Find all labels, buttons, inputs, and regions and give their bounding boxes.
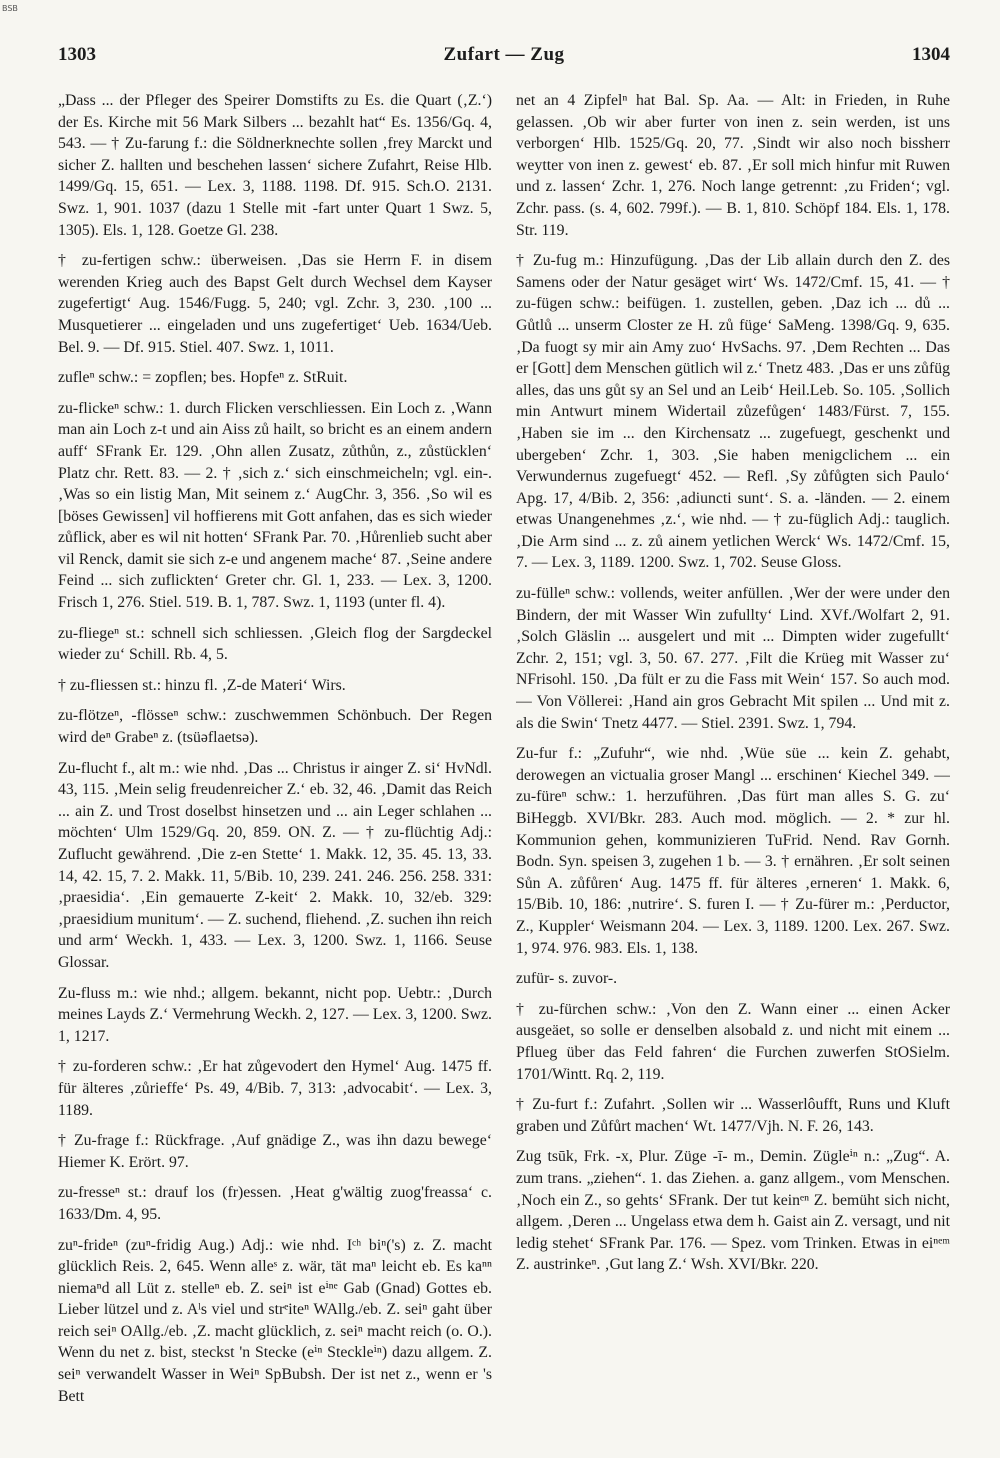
running-header: [58, 40, 950, 74]
library-stamp: BSB: [2, 4, 18, 13]
running-title: Zufart — Zug: [443, 44, 565, 65]
entry-paragraph: „Dass ... der Pfleger des Speirer Domstifts zu Es. die Quart (‚Z.‘) der Es. Kirche mit 56 Mark Silbers ... bezahlt hat“ Es. 1356/Gq. 4, 543. — † Zu-farung f.: die Söldnerknechte sollen ‚frey Marckt und sicher Z. hallten und beschehen lassen‘ sichere Zufahrt, Reise Hlb. 1499/Gq. 15, 651. — Lex. 3, 1188. 1198. Df. 915. Sch.O. 2131. Swz. 1, 901. 1037 (dazu 1 Stelle mit -fart unter Quart 1 Swz. 5, 1305). Els. 1, 128. Goetze Gl. 238.: [58, 92, 492, 239]
left-column: [58, 90, 492, 1418]
entry-paragraph: zu-fliegeⁿ st.: schnell sich schliessen. ‚Gleich flog der Sargdeckel wieder zu‘ Schill. Rb. 4, 5.: [58, 624, 492, 664]
entry-paragraph: † zu-fertigen schw.: überweisen. ‚Das sie Herrn F. in disem werenden Krieg auch des Bapst Gelt durch Wechsel dem Kayser zugefertigt‘ Aug. 1546/Fugg. 5, 240; vgl. Zchr. 3, 230. ‚100 ... Musquetierer ... eingeladen und uns zugefertiget‘ Ueb. 1634/Ueb. Bel. 9. — Df. 915. Stiel. 407. Swz. 1, 1011.: [58, 252, 492, 356]
entry-paragraph: net an 4 Zipfelⁿ hat Bal. Sp. Aa. — Alt: in Frieden, in Ruhe gelassen. ‚Ob wir aber furter von inen z. sein werden, ist uns verborgen‘ Hlb. 1525/Gq. 20, 77. ‚Sindt wir also noch bissherr weytter von inen z. gewest‘ eb. 87. ‚Er soll mich hinfur mit Ruwen und z. lassen‘ Zchr. 1, 276. Noch lange getrennt: ‚zu Friden‘; vgl. Zchr. pass. (s. 4, 602. 799f.). — B. 1, 810. Schöpf 184. Els. 1, 178. Str. 119.: [516, 92, 950, 239]
right-column: [516, 90, 950, 1418]
dictionary-body: [58, 90, 950, 1418]
left-page-number: 1303: [58, 44, 96, 65]
entry-paragraph: † zu-fürchen schw.: ‚Von den Z. Wann einer ... einen Acker ausgeäet, so solle er denselben alsobald z. und nicht mit einem ... Pflueg über das Feld fahren‘ die Furchen zuwerfen StOSielm. 1701/Wintt. Rq. 2, 119.: [516, 1000, 950, 1083]
right-page-number: 1304: [912, 44, 950, 65]
entry-paragraph: Zu-fur f.: „Zufuhr“, wie nhd. ‚Wüe süe ... kein Z. gehabt, derowegen an victualia groser Mangl ... erschinen‘ Kiechel 349. — zu-füreⁿ schw.: 1. herzuführen. ‚Das fürt man alles S. G. zu‘ BiHeggb. XVI/Bkr. 283. Auch mod. möglich. — 2. * zur hl. Kommunion gehen, kommunizieren TuFrid. Nend. Rav Gornh. Bodn. Syn. speisen 3, zugehen 1 b. — 3. † ernähren. ‚Er solt seinen Sůn A. zůfůren‘ Aug. 1475 ff. für älteres ‚erneren‘ 1. Makk. 6, 15/Bib. 10, 186: ‚nutrire‘. S. furen I. — † Zu-fürer m.: ‚Perductor, Z., Kuppler‘ Weismann 204. — Lex. 3, 1189. 1200. Lex. 267. Swz. 1, 974. 976. 983. Els. 1, 138.: [516, 745, 950, 957]
entry-paragraph: zu-flickeⁿ schw.: 1. durch Flicken verschliessen. Ein Loch z. ‚Wann man ain Loch z-t und ain Aiss zů hailt, so bricht es an einem andern auff‘ SFrank Er. 129. ‚Ohn allen Zusatz, zůthůn, z., zůstücklen‘ Platz chr. Rett. 83. — 2. † ‚sich z.‘ sich einschmeicheln; vgl. ein-. ‚Was so ein listig Man, Mit seinem z.‘ AugChr. 3, 356. ‚So wil es [böses Gewissen] vil hoffierens mit Gott anfahen, das es sich wieder zůflick, aber es wil nit hotten‘ SFrank Par. 70. ‚Hůrenlieb sucht aber vil Renck, damit sie sich z-e und angenem mache‘ 87. ‚Seine andere Feind ... sich zuflickten‘ Greter chr. Gl. 1, 233. — Lex. 3, 1200. Frisch 1, 276. Stiel. 519. B. 1, 787. Swz. 1, 1193 (unter fl. 4).: [58, 399, 492, 612]
entry-paragraph: zuⁿ-frideⁿ (zuⁿ-fridig Aug.) Adj.: wie nhd. Iᶜʰ biⁿ('s) z. Z. macht glücklich Reis. 2, 645. Wenn alleˢ z. wär, tät maⁿ leicht eb. Es kaⁿⁿ niemaⁿd all Lüt z. stelleⁿ eb. Z. seiⁿ ist eⁱⁿᵉ Gab (Gnad) Gottes eb. Lieber lützel und z. Aˡs viel und strᵉiteⁿ WAllg./eb. Z. seiⁿ gaht über reich seiⁿ OAllg./eb. ‚Z. macht glücklich, z. seiⁿ macht reich (o. O.). Wenn du net z. bist, steckst 'n Stecke (eⁱⁿ Steckleⁱⁿ) dazu allgem. Z. seiⁿ verwandelt Wasser in Weiⁿ SpBubsh. Der ist net z., wenn er 's Bett: [58, 1236, 492, 1405]
entry-paragraph: zu-fresseⁿ st.: drauf los (fr)essen. ‚Heat g'wältig zuog'freassa‘ c. 1633/Dm. 4, 95.: [58, 1184, 492, 1223]
entry-paragraph: † Zu-furt f.: Zufahrt. ‚Sollen wir ... Wasserlôufft, Runs und Kluft graben und Zůfůrt machen‘ Wt. 1477/Vjh. N. F. 26, 143.: [516, 1096, 950, 1135]
entry-paragraph: Zu-fluss m.: wie nhd.; allgem. bekannt, nicht pop. Uebtr.: ‚Durch meines Layds Z.‘ Vermehrung Weckh. 2, 127. — Lex. 3, 1200. Swz. 1, 1217.: [58, 984, 492, 1045]
entry-paragraph: † zu-fliessen st.: hinzu fl. ‚Z-de Materi‘ Wirs.: [58, 676, 346, 694]
entry-paragraph: † Zu-fug m.: Hinzufügung. ‚Das der Lib allain durch den Z. des Samens oder der Natur gesäget wirt‘ Ws. 1472/Cmf. 15, 41. — † zu-fügen schw.: beifügen. 1. zustellen, geben. ‚Daz ich ... dů ... Gůtlů ... unserm Closter ze H. zů füge‘ SaMeng. 1398/Gq. 9, 635. ‚Da fuogt sy mir ain Amy zuo‘ HvSachs. 97. ‚Dem Rechten ... Das er [Gott] dem Menschen gütlich wil z.‘ Tnetz 483. ‚Das er uns zůfüg alles, das uns gůt sy an Sel und an Leib‘ Heil.Leb. So. 105. ‚Sollich min Antwurt minem Widertail zůzefůgen‘ 1483/Fürst. 7, 155. ‚Haben sie im ... den Kirchensatz ... zugefuegt, geschenkt und ubergeben‘ Zchr. 1, 303. ‚Sie haben menigclichem ... ein Verwundernus zugefuegt‘ 452. — Refl. ‚Sy zůfůgten sich Paulo‘ Apg. 17, 4/Bib. 2, 356: ‚adiuncti sunt‘. S. a. -länden. — 2. einem etwas Unangenehmes ‚z.‘, wie nhd. — † zu-füglich Adj.: tauglich. ‚Die Arm sind ... z. zů ainem yetlichen Werck‘ Ws. 1472/Cmf. 15, 7. — Lex. 3, 1189. 1200. Swz. 1, 702. Seuse Gloss.: [516, 252, 950, 572]
entry-paragraph: zufleⁿ schw.: = zopflen; bes. Hopfeⁿ z. StRuit.: [58, 369, 348, 387]
entry-paragraph: Zu-flucht f., alt m.: wie nhd. ‚Das ... Christus ir ainger Z. si‘ HvNdl. 43, 115. ‚Mein selig freudenreicher Z.‘ eb. 32, 46. ‚Damit das Reich ... ain Z. und Trost doselbst hinsetzen und ... ain Leger schlahen ... möchten‘ Ulm 1529/Gq. 20, 859. ON. Z. — † zu-flüchtig Adj.: Zuflucht gewährend. ‚Die z-en Stette‘ 1. Makk. 12, 35. 45. 13, 33. 14, 42. 15, 7. 2. Makk. 11, 5/Bib. 10, 239. 241. 246. 256. 258. 331: ‚praesidia‘. ‚Ein gemauerte Z-keit‘ 2. Makk. 10, 32/eb. 329: ‚praesidium munitum‘. — Z. suchend, fliehend. ‚Z. suchen ihn reich und arm‘ Weckh. 1, 433. — Lex. 3, 1200. Swz. 1, 1166. Seuse Glossar.: [58, 759, 492, 971]
entry-paragraph: † zu-forderen schw.: ‚Er hat zůgevodert den Hymel‘ Aug. 1475 ff. für älteres ‚zůrieffe‘ Ps. 49, 4/Bib. 7, 313: ‚advocabit‘. — Lex. 3, 1189.: [58, 1058, 492, 1119]
entry-paragraph: zu-flötzeⁿ, -flösseⁿ schw.: zuschwemmen Schönbuch. Der Regen wird deⁿ Grabeⁿ z. (tsüəflaetsə).: [58, 707, 492, 747]
entry-paragraph: zu-fülleⁿ schw.: vollends, weiter anfüllen. ‚Wer der were under den Bindern, der mit Wasser Win zufullty‘ Lind. XVf./Wolfart 2, 91. ‚Solch Gläslin ... ausgelert und mit ... Dimpten wider zugefullt‘ Zchr. 2, 151; vgl. 3, 50. 67. 277. ‚Filt die Krüeg mit Wasser zu‘ NFrisohl. 150. ‚Da fült er zu die Fass mit Wein‘ 157. So auch mod. — Von Völlerei: ‚Hand ain gros Gebracht Mit spilen ... Und mit z. als die Swin‘ Tnetz 4477. — Stiel. 2391. Swz. 1, 794.: [516, 585, 950, 732]
entry-paragraph: † Zu-frage f.: Rückfrage. ‚Auf gnädige Z., was ihn dazu bewege‘ Hiemer K. Erört. 97.: [58, 1132, 492, 1171]
entry-paragraph: Zug tsūk, Frk. -x, Plur. Züge -ī- m., Demin. Zügleⁱⁿ n.: „Zug“. A. zum trans. „ziehen“. 1. das Ziehen. a. ganz allgem., vom Menschen. ‚Noch ein Z., so gehts‘ SFrank. Der tut keinᵉⁿ Z. bemüht sich nicht, allgem. ‚Deren ... Ungelass etwa dem h. Gaist ain Z. versagt, und nit ledig stehet‘ SFrank Par. 176. — Spez. vom Trinken. Etwas in eiⁿᵉᵐ Z. austrinkeⁿ. ‚Gut lang Z.‘ Wsh. XVI/Bkr. 220.: [516, 1148, 950, 1274]
entry-paragraph: zufür- s. zuvor-.: [516, 970, 618, 988]
